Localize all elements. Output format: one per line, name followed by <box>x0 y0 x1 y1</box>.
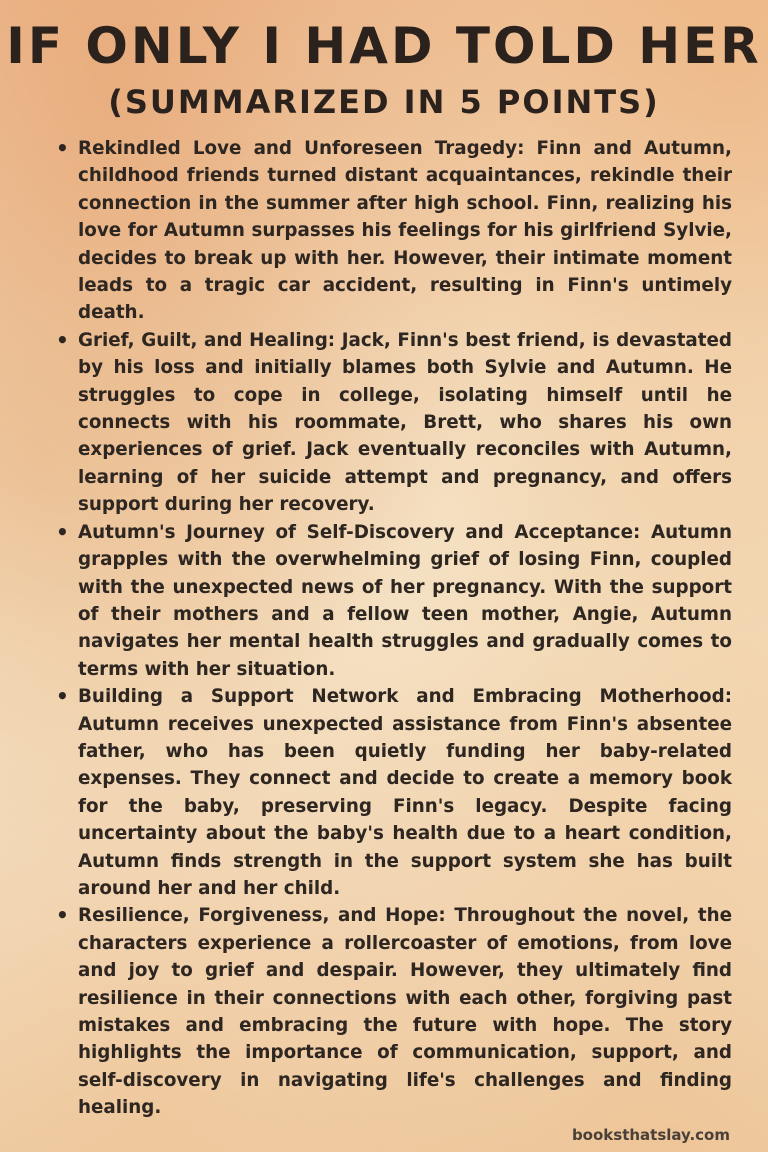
summary-point-1 <box>56 135 732 327</box>
page-subtitle: (SUMMARIZED IN 5 POINTS) <box>108 83 660 121</box>
summary-points-list <box>56 135 732 1122</box>
summary-point-text: Resilience, Forgiveness, and Hope: Throughout the novel, the characters experience a rollercoaster of emotions, from love and joy to grief and despair. However, they ultimately find resilience in their connections with each other, forgiving past mistakes and embracing the future with hope. The story highlights the importance of communication, support, and self-discovery in navigating life's challenges and finding healing. <box>78 905 732 1119</box>
bullet-icon: • <box>56 684 69 709</box>
summary-point-text: Building a Support Network and Embracing Motherhood: Autumn receives unexpected assistance from Finn's absentee father, who has been quietly funding her baby-related expenses. They connect and decide to create a memory book for the baby, preserving Finn's legacy. Despite facing uncertainty about the baby's health due to a heart condition, Autumn finds strength in the support system she has built around her and her child. <box>78 686 732 899</box>
bullet-icon: • <box>56 903 69 928</box>
summary-point-4 <box>56 683 732 902</box>
bullet-icon: • <box>56 519 69 544</box>
bullet-icon: • <box>56 136 69 160</box>
summary-point-text: Grief, Guilt, and Healing: Jack, Finn's best friend, is devastated by his loss and initially blames both Sylvie and Autumn. He struggles to cope in college, isolating himself until he connects with his roommate, Brett, who shares his own experiences of grief. Jack eventually reconciles with Autumn, learning of her suicide attempt and pregnancy, and offers support during her recovery. <box>78 329 732 516</box>
bullet-icon: • <box>56 327 69 352</box>
summary-point-3 <box>56 519 732 683</box>
summary-point-text: Rekindled Love and Unforeseen Tragedy: Finn and Autumn, childhood friends turned distant acquaintances, rekindle their connection in the summer after high school. Finn, realizing his love for Autumn surpasses his feelings for his girlfriend Sylvie, decides to break up with her. However, their intimate moment leads to a tragic car accident, resulting in Finn's untimely death. <box>78 138 732 324</box>
summary-point-5 <box>56 902 732 1121</box>
website-credit: booksthatslay.com <box>571 1126 730 1144</box>
summary-point-2 <box>56 327 732 519</box>
page-title: IF ONLY I HAD TOLD HER <box>6 17 762 75</box>
summary-point-text: Autumn's Journey of Self-Discovery and Acceptance: Autumn grapples with the overwhelming grief of losing Finn, coupled with the unexpected news of her pregnancy. With the support of their mothers and a fellow teen mother, Angie, Autumn navigates her mental health struggles and gradually comes to terms with her situation. <box>78 521 732 680</box>
